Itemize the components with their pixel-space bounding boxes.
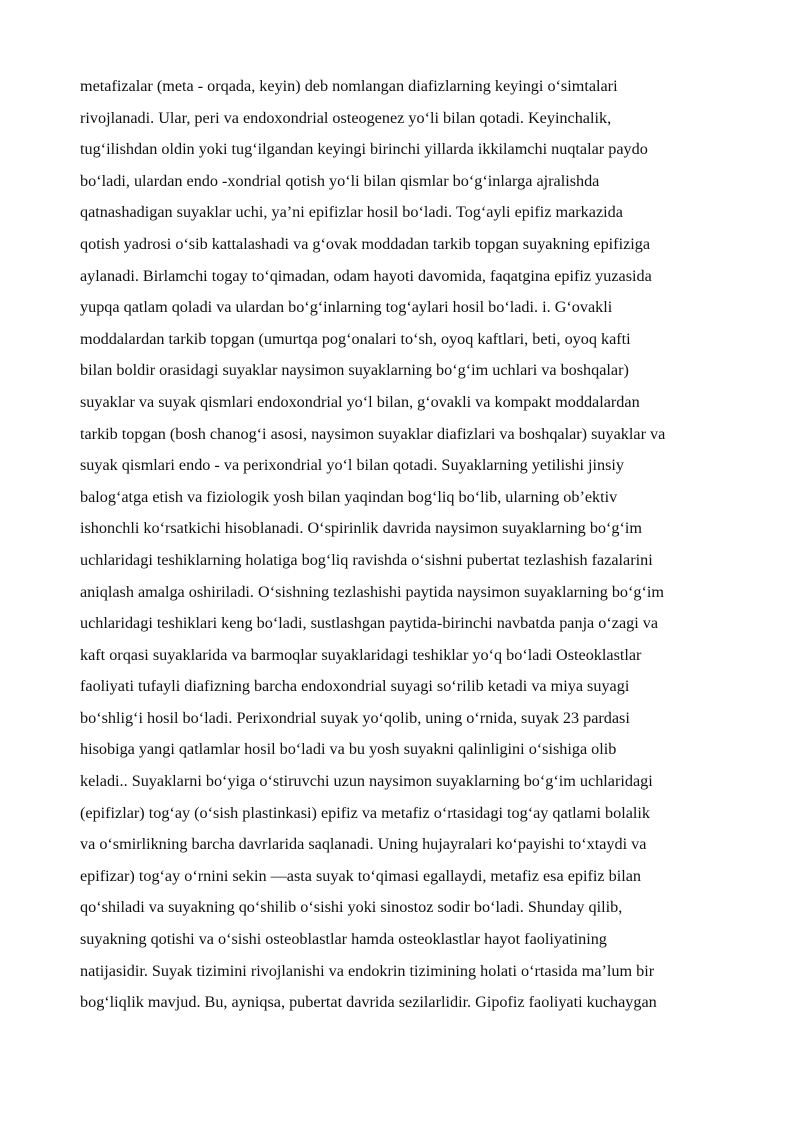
text-line: qo‘shiladi va suyakning qo‘shilib o‘sishi yoki sinostoz sodir bo‘ladi. Shunday qilib, [80,898,623,917]
text-line: suyak qismlari endo - va perixondrial yo‘l bilan qotadi. Suyaklarning yetilishi jinsiy [80,456,624,475]
text-line: uchlaridagi teshiklari keng bo‘ladi, sustlashgan paytida-birinchi navbatda panja o‘zagi va [80,614,659,633]
text-line: bo‘shlig‘i hosil bo‘ladi. Perixondrial suyak yo‘qolib, uning o‘rnida, suyak 23 pardasi [80,708,630,727]
document-page [80,71,756,1019]
text-line: tarkib topgan (bosh chanog‘i asosi, naysimon suyaklar diafizlari va boshqalar) suyaklar va [80,424,666,443]
text-line: suyakning qotishi va o‘sishi osteoblastlar hamda osteoklastlar hayot faoliyatining [80,930,607,949]
text-line: moddalardan tarkib topgan (umurtqa pog‘onalari to‘sh, oyoq kaftlari, beti, oyoq kafti [80,329,631,348]
text-line: aniqlash amalga oshiriladi. O‘sishning tezlashishi paytida naysimon suyaklarning bo‘g‘im [80,582,664,601]
text-line: rivojlanadi. Ular, peri va endoxondrial osteogenez yo‘li bilan qotadi. Keyinchalik, [80,108,612,127]
text-line: bo‘ladi, ulardan endo -xondrial qotish yo‘li bilan qismlar bo‘g‘inlarga ajralishda [80,171,600,190]
text-line: tug‘ilishdan oldin yoki tug‘ilgandan keyingi birinchi yillarda ikkilamchi nuqtalar paydo [80,140,648,159]
text-line: hisobiga yangi qatlamlar hosil bo‘ladi va bu yosh suyakni qalinligini o‘sishiga olib [80,740,617,759]
text-line: kaft orqasi suyaklarida va barmoqlar suyaklaridagi teshiklar yo‘q bo‘ladi Osteoklastlar [80,645,642,664]
text-line: faoliyati tufayli diafizning barcha endoxondrial suyagi so‘rilib ketadi va miya suyagi [80,677,630,696]
text-line: va o‘smirlikning barcha davrlarida saqlanadi. Uning hujayralari ko‘payishi to‘xtaydi va [80,835,647,854]
text-line: balog‘atga etish va fiziologik yosh bilan yaqindan bog‘liq bo‘lib, ularning ob’ektiv [80,487,618,506]
text-line: yupqa qatlam qoladi va ulardan bo‘g‘inlarning tog‘aylari hosil bo‘ladi. i. G‘ovakli [80,298,613,317]
text-line: bog‘liqlik mavjud. Bu, ayniqsa, pubertat davrida sezilarlidir. Gipofiz faoliyati kuchaygan [80,993,657,1012]
text-line: keladi.. Suyaklarni bo‘yiga o‘stiruvchi uzun naysimon suyaklarning bo‘g‘im uchlaridagi [80,772,653,791]
text-line: suyaklar va suyak qismlari endoxondrial yo‘l bilan, g‘ovakli va kompakt moddalardan [80,392,640,411]
text-line: metafizalar (meta - orqada, keyin) deb nomlangan diafizlarning keyingi o‘simtalari [80,77,618,95]
text-line: bilan boldir orasidagi suyaklar naysimon suyaklarning bo‘g‘im uchlari va boshqalar) [80,361,629,380]
text-line: qatnashadigan suyaklar uchi, ya’ni epifizlar hosil bo‘ladi. Tog‘ayli epifiz markazida [80,203,623,222]
text-line: aylanadi. Birlamchi togay to‘qimadan, odam hayoti davomida, faqatgina epifiz yuzasida [80,266,652,285]
text-line: qotish yadrosi o‘sib kattalashadi va g‘ovak moddadan tarkib topgan suyakning epifiziga [80,234,651,253]
text-line: natijasidir. Suyak tizimini rivojlanishi va endokrin tizimining holati o‘rtasida ma’lum bir [80,961,655,980]
text-line: uchlaridagi teshiklarning holatiga bog‘liq ravishda o‘sishni pubertat tezlashish fazalarini [80,550,653,569]
text-line: (epifizlar) tog‘ay (o‘sish plastinkasi) epifiz va metafiz o‘rtasidagi tog‘ay qatlami bolalik [80,803,650,822]
text-line: ishonchli ko‘rsatkichi hisoblanadi. O‘spirinlik davrida naysimon suyaklarning bo‘g‘im [80,519,642,538]
text-line: epifizar) tog‘ay o‘rnini sekin —asta suyak to‘qimasi egallaydi, metafiz esa epifiz bilan [80,866,641,885]
